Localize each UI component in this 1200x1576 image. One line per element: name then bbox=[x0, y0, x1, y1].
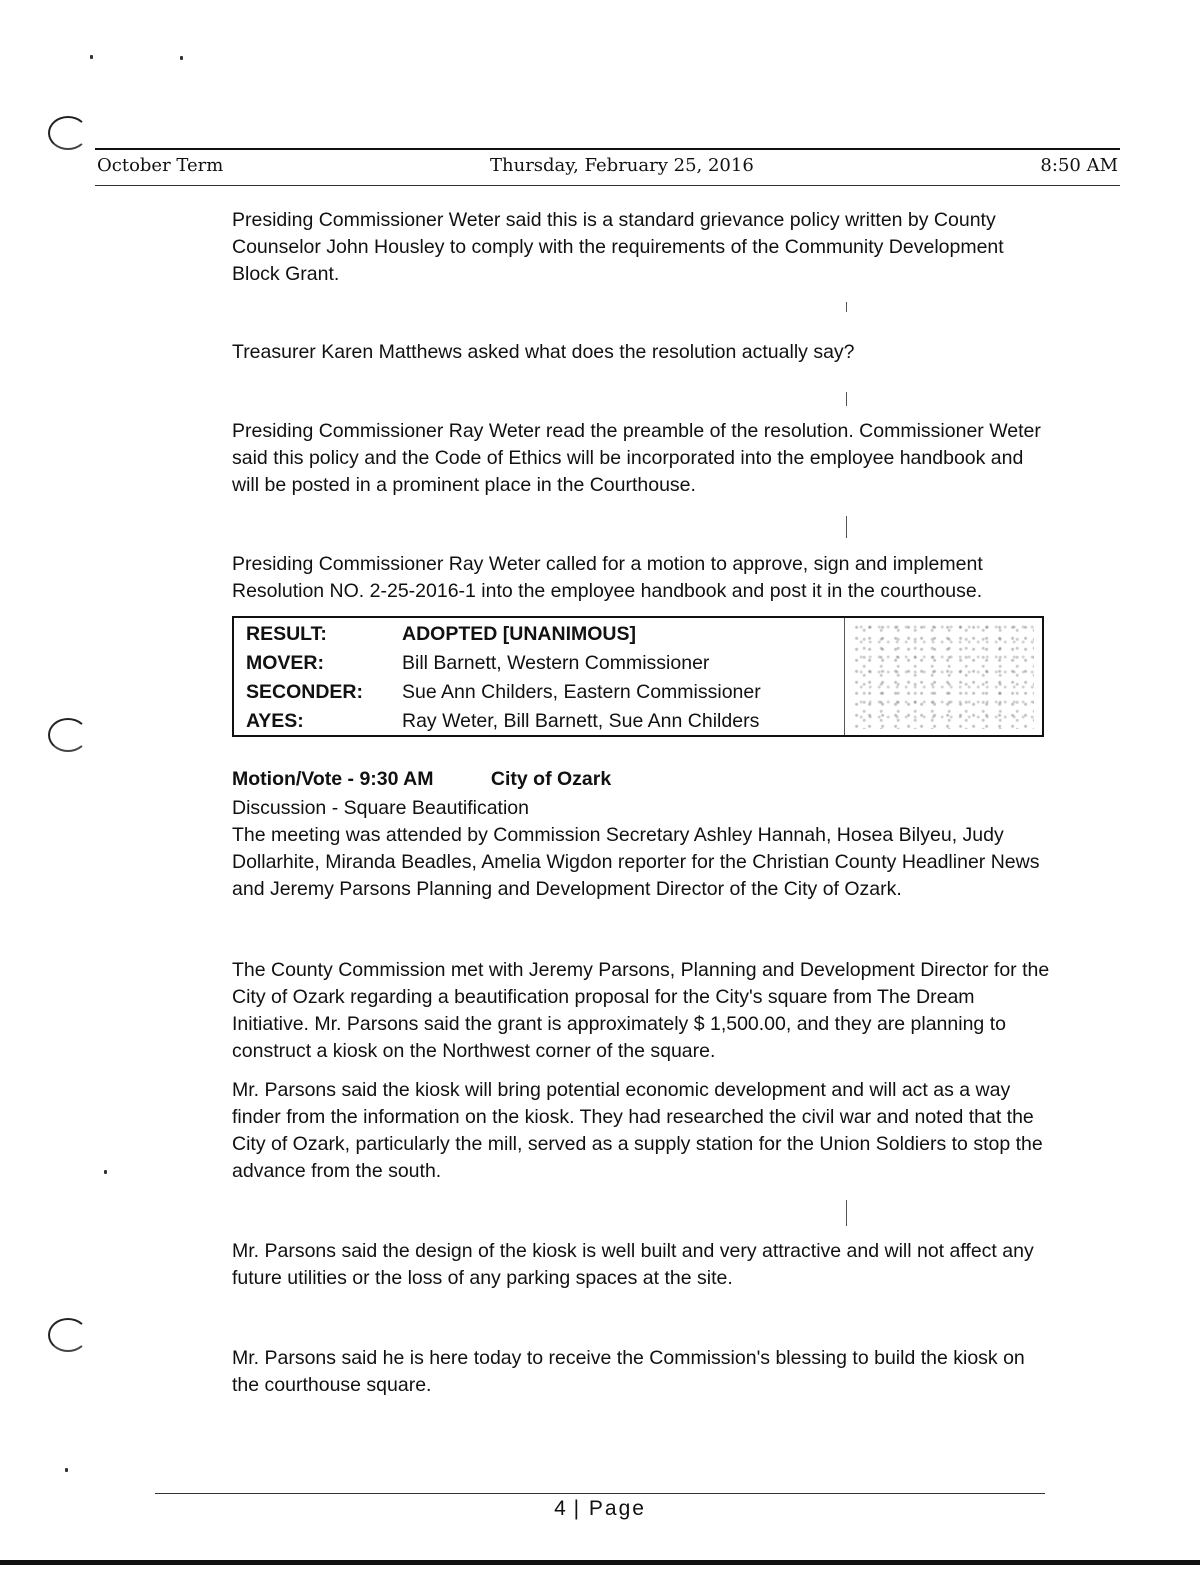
scan-speck bbox=[90, 55, 93, 59]
paragraph-preamble: Presiding Commissioner Ray Weter read the preamble of the resolution. Commissioner Weter said this policy and the Code of Ethics will be incorporated into the employee handbook and will be posted in a prominent place in the Courthouse. bbox=[232, 420, 1041, 496]
ayes-value: Ray Weter, Bill Barnett, Sue Ann Childers bbox=[402, 710, 760, 732]
mover-label: MOVER: bbox=[246, 652, 324, 674]
header-rule bbox=[95, 148, 1120, 150]
binder-hole bbox=[48, 1318, 88, 1352]
result-value: ADOPTED [UNANIMOUS] bbox=[402, 623, 636, 645]
header-term: October Term bbox=[97, 155, 224, 176]
scan-speck bbox=[65, 1468, 68, 1472]
scan-edge bbox=[0, 1560, 1200, 1565]
margin-mark bbox=[846, 1200, 847, 1226]
scan-noise bbox=[854, 624, 1034, 729]
header-rule-bottom bbox=[95, 185, 1120, 186]
page-number bbox=[0, 1497, 1200, 1521]
paragraph-kiosk-design: Mr. Parsons said the design of the kiosk is well built and very attractive and will not affect any future utilities or the loss of any parking spaces at the site. bbox=[232, 1240, 1034, 1289]
mover-value: Bill Barnett, Western Commissioner bbox=[402, 652, 710, 674]
seconder-value: Sue Ann Childers, Eastern Commissioner bbox=[402, 681, 761, 703]
paragraph-kiosk-development: Mr. Parsons said the kiosk will bring potential economic development and will act as a way finder from the information on the kiosk. They had researched the civil war and noted that the City of Ozark, particularly the mill, served as a supply station for the Union Soldiers to stop the advance from the south. bbox=[232, 1079, 1043, 1182]
binder-hole bbox=[48, 718, 88, 752]
scan-speck bbox=[180, 56, 183, 60]
margin-mark bbox=[846, 516, 847, 538]
paragraph-grievance-policy: Presiding Commissioner Weter said this is a standard grievance policy written by County Counselor John Housley to comply with the requirements of the Community Development Block Grant. bbox=[232, 209, 1004, 285]
header-time: 8:50 AM bbox=[1040, 155, 1118, 176]
margin-mark bbox=[846, 302, 847, 312]
vote-result-table bbox=[232, 616, 1044, 737]
scan-speck bbox=[104, 1170, 107, 1174]
page-label: | Page bbox=[573, 1497, 646, 1520]
result-label: RESULT: bbox=[246, 623, 327, 645]
paragraph-motion-call: Presiding Commissioner Ray Weter called for a motion to approve, sign and implement Resolution NO. 2-25-2016-1 into the employee handbook and post it in the courthouse. bbox=[232, 553, 983, 602]
discussion-line: Discussion - Square Beautification bbox=[232, 797, 529, 819]
paragraph-attendance: The meeting was attended by Commission Secretary Ashley Hannah, Hosea Bilyeu, Judy Dollarhite, Miranda Beadles, Amelia Wigdon reporter for the Christian County Headliner News and Jeremy Parsons Planning and Development Director of the City of Ozark. bbox=[232, 824, 1040, 900]
footer-rule bbox=[155, 1493, 1045, 1494]
paragraph-blessing: Mr. Parsons said he is here today to receive the Commission's blessing to build the kiosk on the courthouse square. bbox=[232, 1347, 1025, 1396]
ayes-label: AYES: bbox=[246, 710, 304, 732]
page-number-value: 4 bbox=[554, 1497, 566, 1520]
margin-mark bbox=[846, 392, 847, 406]
table-divider bbox=[844, 618, 845, 735]
motion-time: Motion/Vote - 9:30 AM bbox=[232, 768, 434, 790]
paragraph-commission-met: The County Commission met with Jeremy Parsons, Planning and Development Director for the City of Ozark regarding a beautification proposal for the City's square from The Dream Initiative. Mr. Parsons said the grant is approximately $ 1,500.00, and they are planning to construct a kiosk on the Northwest corner of the square. bbox=[232, 959, 1050, 1062]
seconder-label: SECONDER: bbox=[246, 681, 364, 703]
motion-org: City of Ozark bbox=[490, 768, 612, 790]
header-date: Thursday, February 25, 2016 bbox=[490, 155, 754, 176]
binder-hole bbox=[48, 116, 88, 150]
paragraph-treasurer-question: Treasurer Karen Matthews asked what does the resolution actually say? bbox=[232, 341, 855, 363]
motion-heading bbox=[232, 768, 611, 791]
